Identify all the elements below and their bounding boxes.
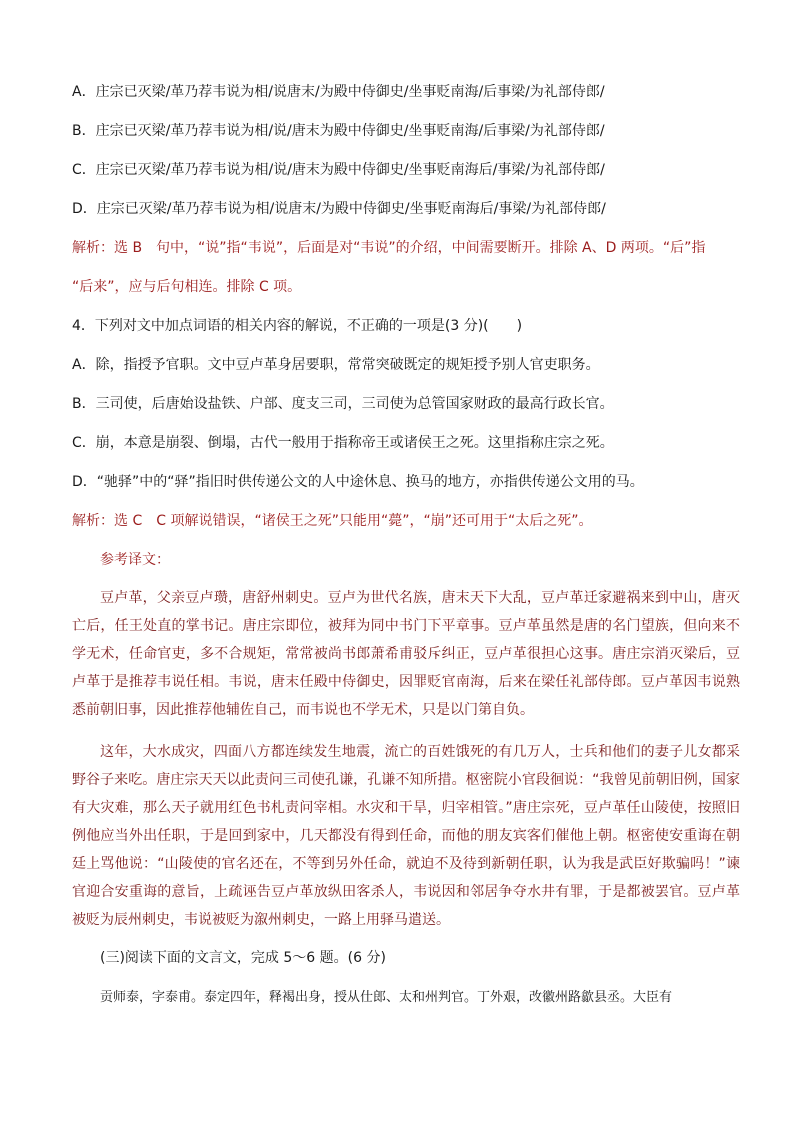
translation-paragraph-1: 豆卢革，父亲豆卢瓒，唐舒州刺史。豆卢为世代名族，唐末天下大乱，豆卢革迁家避祸来到中山，唐灭亡后，任王处直的掌书记。唐庄宗即位，被拜为同中书门下平章事。豆卢革虽然是唐的名门望族，但向来不学无术，任命官吏，多不合规矩，常常被尚书郎萧希甫驳斥纠正，豆卢革很担心这事。唐庄宗消灭梁后，豆卢革于是推荐韦说任相。韦说，唐末任殿中侍御史，因罪贬官南海，后来在梁任礼部侍郎。豆卢革因韦说熟悉前朝旧事，因此推荐他辅佐自己，而韦说也不学无术，只是以门第自负。 [72, 590, 740, 718]
translation-heading: 参考译文： [100, 552, 170, 568]
q3-answer-line-1: 解析：选 B 句中，“说”指“韦说”，后面是对“韦说”的介绍，中间需要断开。排除 A、D 两项。“后”指 [72, 240, 706, 256]
passage-first-line: 贡师泰，字泰甫。泰定四年，释褐出身，授从仕郎、太和州判官。丁外艰，改徽州路歙县丞。大臣有 [100, 990, 673, 1005]
q4-options [72, 355, 740, 492]
q3-options [72, 82, 740, 219]
translation-paragraph-2: 这年，大水成灾，四面八方都连续发生地震，流亡的百姓饿死的有几万人，士兵和他们的妻子儿女都采野谷子来吃。唐庄宗天天以此责问三司使孔谦，孔谦不知所措。枢密院小官段徊说：“我曾见前朝旧例，国家有大灾难，那么天子就用红色书札责问宰相。水灾和干旱，归宰相管。”唐庄宗死，豆卢革任山陵使，按照旧例他应当外出任职，于是回到家中，几天都没有得到任命，而他的朋友宾客们催他上朝。枢密使安重诲在朝廷上骂他说：“山陵使的官名还在，不等到另外任命，就迫不及待到新朝任职，认为我是武臣好欺骗吗！”谏官迎合安重诲的意旨，上疏诬告豆卢革放纵田客杀人，韦说因和邻居争夺水井有罪，于是都被罢官。豆卢革被贬为辰州刺史，韦说被贬为溆州刺史，一路上用驿马遣送。 [72, 744, 740, 928]
q4-option-a: A．除，指授予官职。文中豆卢革身居要职，常常突破既定的规矩授予别人官吏职务。 [72, 357, 600, 373]
q4-stem: 4．下列对文中加点词语的相关内容的解说，不正确的一项是(3 分)( ) [72, 318, 523, 334]
q3-option-d: D．庄宗已灭梁/革乃荐韦说为相/说唐末/为殿中侍御史/坐事贬南海后/事梁/为礼部侍郎/ [72, 201, 606, 217]
q4-option-b: B．三司使，后唐始设盐铁、户部、度支三司，三司使为总管国家财政的最高行政长官。 [72, 396, 614, 412]
q3-answer [72, 238, 740, 297]
document-page [72, 82, 740, 1008]
q4-option-d: D．“驰驿”中的“驿”指旧时供传递公文的人中途休息、换马的地方，亦指供传递公文用的马。 [72, 474, 644, 490]
q3-option-c: C．庄宗已灭梁/革乃荐韦说为相/说/唐末为殿中侍御史/坐事贬南海后/事梁/为礼部侍郎/ [72, 162, 605, 178]
q4-option-c: C．崩，本意是崩裂、倒塌，古代一般用于指称帝王或诸侯王之死。这里指称庄宗之死。 [72, 435, 614, 451]
q3-option-b: B．庄宗已灭梁/革乃荐韦说为相/说/唐末为殿中侍御史/坐事贬南海/后事梁/为礼部侍郎/ [72, 123, 605, 139]
q4-answer: 解析：选 C C 项解说错误，“诸侯王之死”只能用“薨”，“崩”还可用于“太后之死”。 [72, 513, 593, 529]
q3-answer-line-2: “后来”，应与后句相连。排除 C 项。 [72, 279, 302, 295]
q3-option-a: A．庄宗已灭梁/革乃荐韦说为相/说唐末/为殿中侍御史/坐事贬南海/后事梁/为礼部侍郎/ [72, 84, 605, 100]
section-3-heading: (三)阅读下面的文言文，完成 5～6 题。(6 分) [100, 950, 386, 966]
